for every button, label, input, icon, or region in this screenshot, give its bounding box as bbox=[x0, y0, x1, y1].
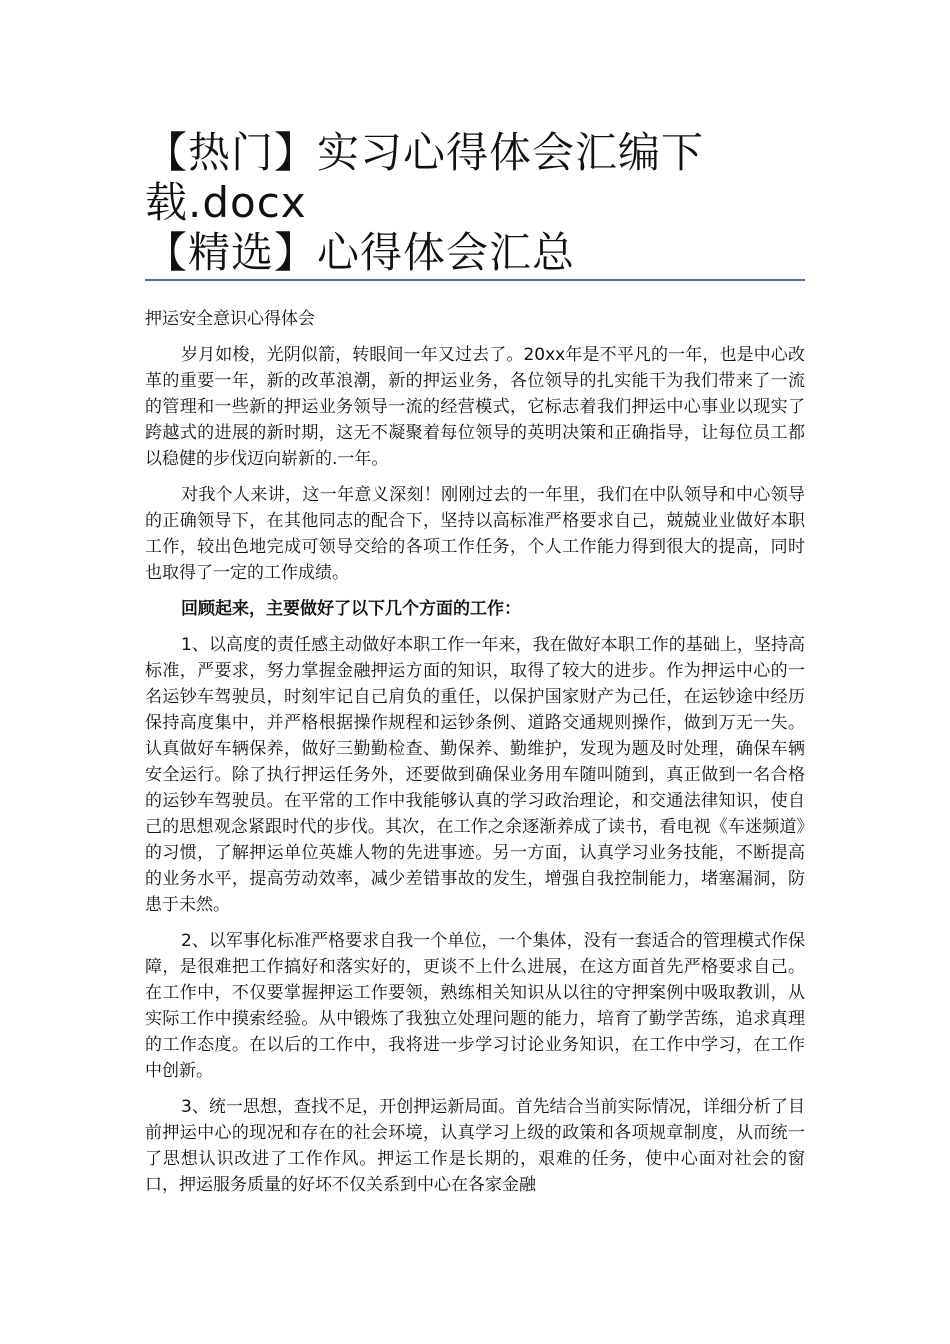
paragraph-1: 岁月如梭，光阴似箭，转眼间一年又过去了。20xx年是不平凡的一年，也是中心改革的重要一年，新的改革浪潮，新的押运业务，各位领导的扎实能干为我们带来了一流的管理和一些新的押运业务领导一流的经营模式，它标志着我们押运中心事业以现实了跨越式的进展的新时期，这无不凝聚着每位领导的英明决策和正确指导，让每位员工都以稳健的步伐迈向崭新的.一年。 bbox=[145, 345, 805, 469]
document-title bbox=[145, 128, 805, 278]
paragraph-4: 2、以军事化标准严格要求自我一个单位，一个集体，没有一套适合的管理模式作保障，是很难把工作搞好和落实好的，更谈不上什么进展，在这方面首先严格要求自己。在工作中，不仅要掌握押运工作要领，熟练相关知识从以往的守押案例中吸取教训，从实际工作中摸索经验。从中锻炼了我独立处理问题的能力，培育了勤学苦练，追求真理的工作态度。在以后的工作中，我将进一步学习讨论业务知识，在工作中学习，在工作中创新。 bbox=[145, 931, 805, 1081]
paragraph-heading: 回顾起来，主要做好了以下几个方面的工作： bbox=[181, 599, 521, 619]
paragraph-5: 3、统一思想，查找不足，开创押运新局面。首先结合当前实际情况，详细分析了目前押运中心的现况和存在的社会环境，认真学习上级的政策和各项规章制度，从而统一了思想认识改进了工作作风。押运工作是长期的，艰难的任务，使中心面对社会的窗口，押运服务质量的好坏不仅关系到中心在各家金融 bbox=[145, 1097, 805, 1195]
paragraph-2: 对我个人来讲，这一年意义深刻！刚刚过去的一年里，我们在中队领导和中心领导的正确领导下，在其他同志的配合下，坚持以高标准严格要求自己，兢兢业业做好本职工作，较出色地完成可领导交给的各项工作任务，个人工作能力得到很大的提高，同时也取得了一定的工作成绩。 bbox=[145, 485, 805, 583]
title-line-3: 【精选】心得体会汇总 bbox=[145, 228, 576, 277]
title-line-1: 【热门】实习心得体会汇编下 bbox=[145, 128, 705, 177]
section-subtitle: 押运安全意识心得体会 bbox=[145, 309, 315, 329]
title-line-2: 载.docx bbox=[145, 178, 307, 227]
paragraph-3: 1、以高度的责任感主动做好本职工作一年来，我在做好本职工作的基础上，坚持高标准，严要求，努力掌握金融押运方面的知识，取得了较大的进步。作为押运中心的一名运钞车驾驶员，时刻牢记自己肩负的重任，以保护国家财产为己任，在运钞途中经历保持高度集中，并严格根据操作规程和运钞条例、道路交通规则操作，做到万无一失。认真做好车辆保养，做好三勤勤检查、勤保养、勤维护，发现为题及时处理，确保车辆安全运行。除了执行押运任务外，还要做到确保业务用车随叫随到，真正做到一名合格的运钞车驾驶员。在平常的工作中我能够认真的学习政治理论，和交通法律知识，使自己的思想观念紧跟时代的步伐。其次，在工作之余逐渐养成了读书，看电视《车迷频道》的习惯，了解押运单位英雄人物的先进事迹。另一方面，认真学习业务技能，不断提高的业务水平，提高劳动效率，减少差错事故的发生，增强自我控制能力，堵塞漏洞，防患于未然。 bbox=[145, 635, 805, 915]
title-divider bbox=[145, 279, 805, 281]
document-body bbox=[145, 306, 805, 1208]
